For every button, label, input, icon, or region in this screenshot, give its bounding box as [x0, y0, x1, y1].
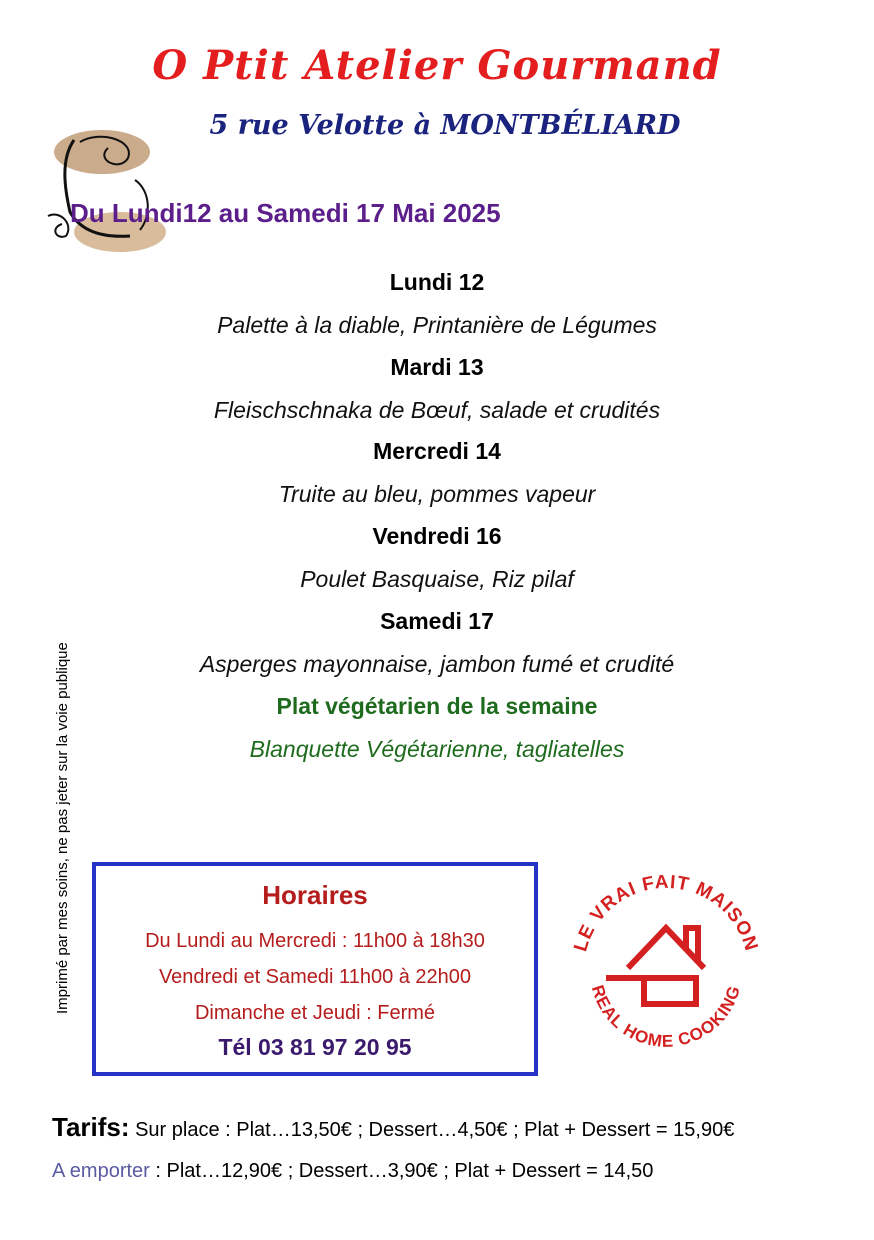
- menu-day: Lundi 12: [389, 269, 485, 295]
- tarif-sur-place: [52, 1112, 734, 1143]
- menu-day: Samedi 17: [380, 608, 494, 634]
- badge-top-text: LE VRAI FAIT MAISON: [570, 871, 762, 954]
- tarif-emporter-text: : Plat…12,90€ ; Dessert…3,90€ ; Plat + Dessert = 14,50: [149, 1160, 654, 1182]
- menu-dish: Truite au bleu, pommes vapeur: [278, 481, 596, 507]
- menu-day: Mardi 13: [390, 354, 484, 380]
- hours-line: Vendredi et Samedi 11h00 à 22h00: [158, 966, 472, 988]
- badge-bottom-text: REAL HOME COOKING: [587, 982, 745, 1051]
- side-note: Imprimé par mes soins, ne pas jeter sur la voie publique: [54, 642, 71, 1014]
- tarif-emporter: [52, 1160, 653, 1183]
- hours-line: Dimanche et Jeudi : Fermé: [194, 1002, 436, 1024]
- phone-number: Tél 03 81 97 20 95: [218, 1034, 412, 1060]
- hours-line: Du Lundi au Mercredi : 11h00 à 18h30: [145, 930, 485, 952]
- vegetarian-dish: Blanquette Végétarienne, tagliatelles: [249, 736, 625, 762]
- restaurant-address: 5 rue Velotte à MONTBÉLIARD: [209, 110, 681, 141]
- restaurant-title: O Ptit Atelier Gourmand: [152, 42, 722, 89]
- hours-box: [92, 862, 538, 1076]
- emporter-label: A emporter: [52, 1160, 150, 1182]
- menu-day: Vendredi 16: [372, 523, 502, 549]
- chef-illustration: [40, 120, 170, 270]
- tarif-sur-place-text: Sur place : Plat…13,50€ ; Dessert…4,50€ ; Plat + Dessert = 15,90€: [135, 1119, 735, 1141]
- house-icon: [606, 928, 704, 1004]
- tarifs-label: Tarifs:: [52, 1112, 130, 1142]
- svg-text:LE VRAI FAIT MAISON: [570, 872, 761, 954]
- menu-dish: Fleischschnaka de Bœuf, salade et crudités: [213, 397, 661, 423]
- hours-title: Horaires: [262, 880, 368, 910]
- fait-maison-badge: [566, 870, 766, 1080]
- menu-day: Mercredi 14: [373, 438, 501, 464]
- menu-dish: Poulet Basquaise, Riz pilaf: [300, 566, 574, 592]
- svg-text:REAL HOME COOKING: [588, 983, 745, 1051]
- vegetarian-title: Plat végétarien de la semaine: [276, 693, 598, 719]
- menu-dish: Palette à la diable, Printanière de Légumes: [217, 312, 657, 338]
- menu-dish: Asperges mayonnaise, jambon fumé et crudité: [199, 651, 675, 677]
- menu-period: Du Lundi12 au Samedi 17 Mai 2025: [70, 198, 501, 228]
